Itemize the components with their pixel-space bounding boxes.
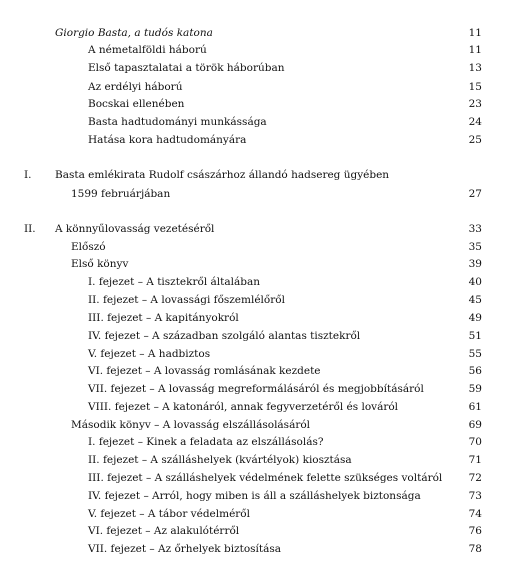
toc-entry [0,488,514,504]
toc-entry [0,310,514,326]
toc-entry [0,363,514,379]
entry-title: IV. fejezet – A században szolgáló alantas tisztekről [88,330,361,342]
entry-page: 24 [468,116,482,128]
entry-page: 76 [468,525,482,537]
entry-title: Bocskai ellenében [88,98,185,110]
toc-entry [0,60,514,76]
toc-entry [0,25,514,41]
entry-page: 13 [468,62,482,74]
entry-title: Basta hadtudományi munkássága [88,116,267,128]
entry-page: 23 [468,98,482,110]
entry-title: Második könyv – A lovasság elszállásolásáról [71,419,311,431]
entry-title: III. fejezet – A kapitányokról [88,312,239,324]
entry-page: 40 [468,276,482,288]
entry-page: 33 [468,223,482,235]
entry-title: V. fejezet – A hadbiztos [88,348,211,360]
entry-title: Első tapasztalatai a török háborúban [88,62,285,74]
entry-title: V. fejezet – A tábor védelméről [88,508,250,520]
toc-entry [0,132,514,148]
entry-title: Giorgio Basta, a tudós katona [55,27,213,39]
entry-page: 73 [468,490,482,502]
entry-page: 15 [468,81,482,93]
toc-entry [0,256,514,272]
entry-page: 78 [468,543,482,555]
entry-page: 71 [468,454,482,466]
toc-entry [0,417,514,433]
entry-title: Az erdélyi háború [88,81,183,93]
toc-entry [0,434,514,450]
entry-title: III. fejezet – A szálláshelyek védelmének felette szükséges voltáról [88,472,443,484]
entry-title: II. fejezet – A lovassági főszemlélőről [88,294,285,306]
entry-page: 25 [468,134,482,146]
entry-page: 39 [468,258,482,270]
toc-entry [0,470,514,486]
entry-title: II. fejezet – A szálláshelyek (kvártélyok) kiosztása [88,454,352,466]
entry-title: Első könyv [71,258,129,270]
toc-entry [0,346,514,362]
entry-title: VI. fejezet – A lovasság romlásának kezdete [88,365,321,377]
entry-title: VIII. fejezet – A katonáról, annak fegyverzetéről és lováról [88,401,399,413]
entry-page: 69 [468,419,482,431]
entry-page: 61 [468,401,482,413]
toc-entry [0,114,514,130]
toc-entry [0,523,514,539]
entry-number: II. [24,223,36,235]
entry-title: Basta emlékirata Rudolf császárhoz állandó hadsereg ügyében [55,169,390,181]
entry-title: I. fejezet – A tisztekről általában [88,276,260,288]
toc-entry [0,96,514,112]
toc-entry [0,292,514,308]
toc-entry [0,506,514,522]
toc-entry [0,452,514,468]
entry-title: VI. fejezet – Az alakulótérről [88,525,240,537]
entry-number: I. [24,169,32,181]
entry-page: 55 [468,348,482,360]
entry-title: I. fejezet – Kinek a feladata az elszállásolás? [88,436,324,448]
toc-entry [0,221,514,237]
entry-page: 35 [468,241,482,253]
entry-title: Hatása kora hadtudományára [88,134,247,146]
toc-entry [0,399,514,415]
toc-entry [0,541,514,557]
entry-page: 70 [468,436,482,448]
entry-page: 59 [468,383,482,395]
entry-title: VII. fejezet – Az őrhelyek biztosítása [88,543,282,555]
entry-page: 56 [468,365,482,377]
entry-title: 1599 februárjában [71,188,171,200]
entry-title: VII. fejezet – A lovasság megreformálásáról és megjobbításáról [88,383,424,395]
toc-entry [0,42,514,58]
entry-page: 72 [468,472,482,484]
entry-title: A könnyűlovasság vezetéséről [55,223,215,235]
entry-title: A németalföldi háború [88,44,207,56]
toc-entry [0,381,514,397]
entry-title: Előszó [71,241,106,253]
entry-title: IV. fejezet – Arról, hogy miben is áll a szálláshelyek biztonsága [88,490,421,502]
entry-page: 51 [468,330,482,342]
entry-page: 45 [468,294,482,306]
toc-entry [0,79,514,95]
entry-page: 49 [468,312,482,324]
toc-entry [0,167,514,183]
toc-entry [0,239,514,255]
entry-page: 74 [468,508,482,520]
entry-page: 11 [468,27,482,39]
entry-page: 11 [468,44,482,56]
toc-entry [0,328,514,344]
entry-page: 27 [468,188,482,200]
toc-entry [0,186,514,202]
toc-entry [0,274,514,290]
